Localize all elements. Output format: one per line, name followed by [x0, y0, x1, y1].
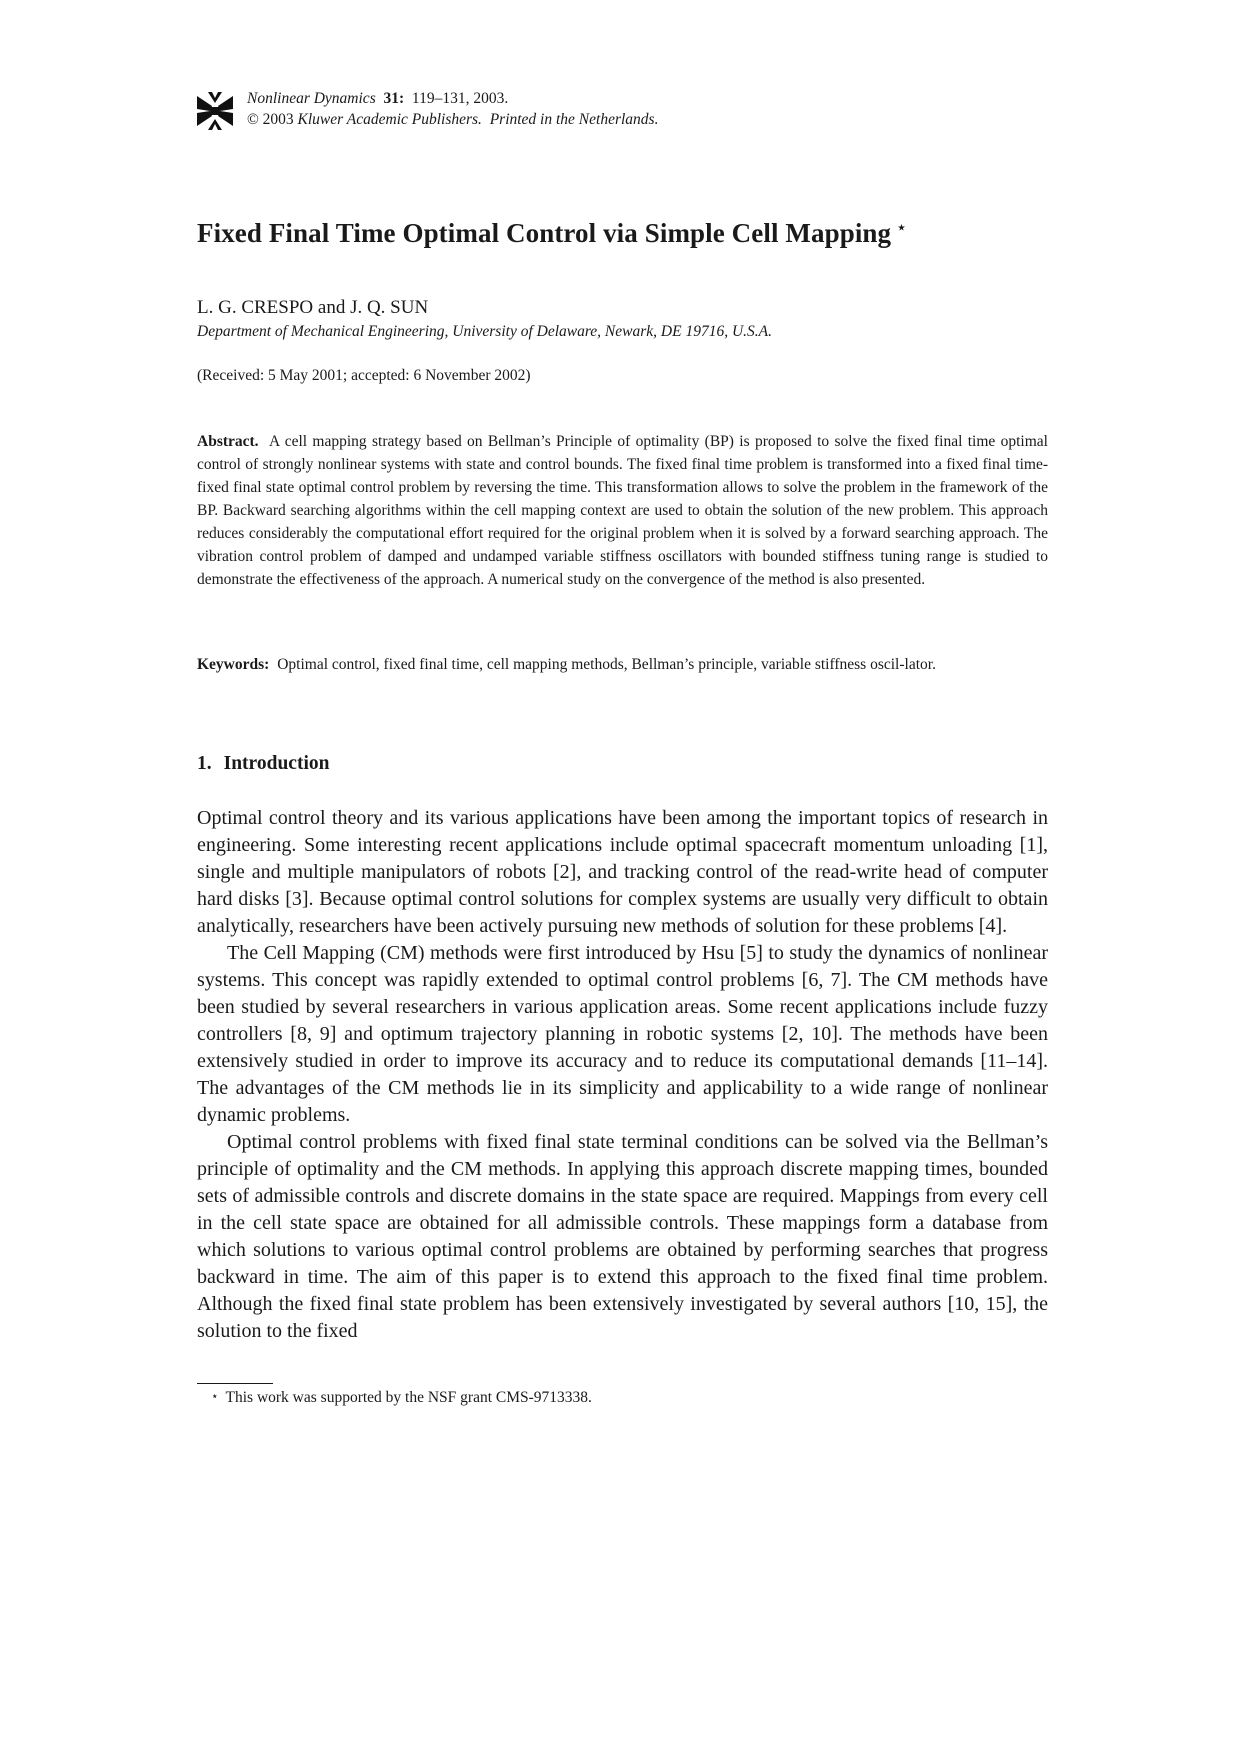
abstract-text: A cell mapping strategy based on Bellman’s Principle of optimality (BP) is proposed to solve the fixed final time optimal control of strongly nonlinear systems with state and control bounds. The fixed final time problem is transformed into a fixed final time-fixed final state optimal control problem by reversing the time. This transformation allows to solve the problem in the framework of the BP. Backward searching algorithms within the cell mapping context are used to obtain the solution of the new problem. This approach reduces considerably the computational effort required for the original problem when it is solved by a forward searching approach. The vibration control problem of damped and undamped variable stiffness oscillators with bounded stiffness tuning range is studied to demonstrate the effectiveness of the approach. A numerical study on the convergence of the method is also presented.	[197, 433, 1048, 588]
footnote	[211, 1389, 592, 1407]
journal-name: Nonlinear Dynamics	[247, 90, 376, 107]
keywords-text: Optimal control, fixed final time, cell mapping methods, Bellman’s principle, variable stiffness oscil-lator.	[277, 656, 936, 673]
publisher-name: Kluwer Academic Publishers.	[297, 111, 482, 128]
journal-pages-year: 119–131, 2003.	[411, 90, 509, 107]
body-text	[197, 805, 1048, 1345]
paragraph: Optimal control theory and its various applications have been among the important topics of research in engineering. Some interesting recent applications include optimal spacecraft momentum unloading [1], single and multiple manipulators of robots [2], and tracking control of the read-write head of computer hard disks [3]. Because optimal control solutions for complex systems are usually very difficult to obtain analytically, researchers have been actively pursuing new methods of solution for these problems [4].	[197, 807, 1048, 937]
journal-citation-line-2	[247, 109, 658, 130]
paragraph: Optimal control problems with fixed final state terminal conditions can be solved via the Bellman’s principle of optimality and the CM methods. In applying this approach discrete mapping times, bounded sets of admissible controls and discrete domains in the state space are required. Mappings from every cell in the cell state space are obtained for all admissible controls. These mappings form a database from which solutions to various optimal control problems are obtained by performing searches that progress backward in time. The aim of this paper is to extend this approach to the fixed final time problem. Although the fixed final state problem has been extensively investigated by several authors [10, 15], the solution to the fixed	[197, 1131, 1048, 1342]
section-heading-introduction	[197, 753, 329, 775]
authors: L. G. CRESPO and J. Q. SUN	[197, 297, 429, 318]
journal-volume: 31:	[383, 90, 405, 107]
copyright-year: © 2003	[247, 111, 294, 128]
affiliation: Department of Mechanical Engineering, University of Delaware, Newark, DE 19716, U.S.A.	[197, 323, 772, 340]
received-dates: (Received: 5 May 2001; accepted: 6 November 2002)	[197, 367, 531, 384]
paper-title-text: Fixed Final Time Optimal Control via Simple Cell Mapping	[197, 218, 892, 248]
section-title: Introduction	[223, 753, 330, 774]
section-number: 1.	[197, 753, 212, 774]
footnote-mark: ⋆	[211, 1389, 219, 1403]
keywords	[197, 653, 1048, 676]
journal-citation	[247, 88, 658, 130]
abstract-label: Abstract.	[197, 433, 259, 450]
footnote-divider	[197, 1383, 273, 1384]
keywords-label: Keywords:	[197, 656, 270, 673]
paragraph: The Cell Mapping (CM) methods were first introduced by Hsu [5] to study the dynamics of nonlinear systems. This concept was rapidly extended to optimal control problems [6, 7]. The CM methods have been studied by several researchers in various application areas. Some recent applications include fuzzy controllers [8, 9] and optimum trajectory planning in robotic systems [2, 10]. The methods have been extensively studied in order to improve its accuracy and to reduce its computational demands [11–14]. The advantages of the CM methods lie in its simplicity and applicability to a wide range of nonlinear dynamic problems.	[197, 942, 1048, 1126]
title-footnote-mark[interactable]: ⋆	[897, 221, 907, 236]
journal-header	[197, 88, 997, 138]
printed-location: Printed in the Netherlands.	[489, 111, 659, 128]
kluwer-logo-icon	[197, 92, 233, 130]
footnote-text: This work was supported by the NSF grant CMS-9713338.	[225, 1389, 592, 1406]
paper-title	[197, 218, 906, 249]
journal-citation-line-1	[247, 88, 658, 109]
abstract	[197, 430, 1048, 591]
